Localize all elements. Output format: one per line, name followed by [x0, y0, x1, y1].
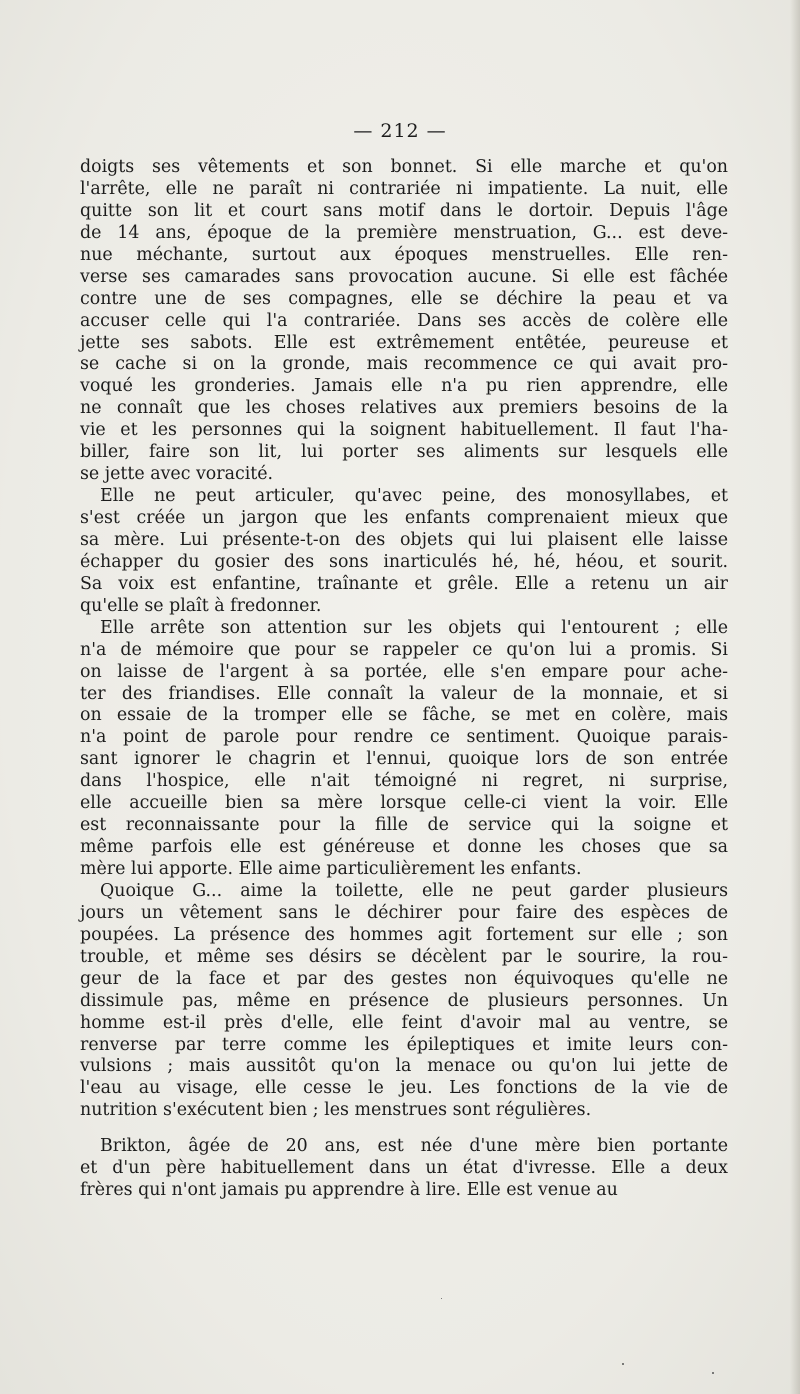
text-line: jours un vêtement sans le déchirer pour faire des espèces de: [80, 902, 728, 923]
text-line: n'a de mémoire que pour se rappeler ce qu'on lui a promis. Si: [80, 639, 728, 660]
paragraph: [80, 157, 728, 486]
text-line: l'eau au visage, elle cesse le jeu. Les fonctions de la vie de: [80, 1078, 728, 1099]
text-line: on laisse de l'argent à sa portée, elle s'en empare pour ache-: [80, 661, 728, 682]
text-line: sant ignorer le chagrin et l'ennui, quoique lors de son entrée: [80, 749, 728, 770]
paragraph: [80, 881, 728, 1122]
text-line: vulsions ; mais aussitôt qu'on la menace ou qu'on lui jette de: [80, 1056, 728, 1077]
text-line: accuser celle qui l'a contrariée. Dans ses accès de colère elle: [80, 310, 728, 331]
text-line: elle accueille bien sa mère lorsque celle-ci vient la voir. Elle: [80, 793, 728, 814]
paragraph: [80, 1136, 728, 1202]
paragraph-gap: [80, 1122, 728, 1136]
text-line: jette ses sabots. Elle est extrêmement entêtée, peureuse et: [80, 332, 728, 353]
text-line: verse ses camarades sans provocation aucune. Si elle est fâchée: [80, 266, 728, 287]
text-line: doigts ses vêtements et son bonnet. Si elle marche et qu'on: [80, 157, 728, 177]
body-text: [80, 157, 728, 1202]
text-line: dissimule pas, même en présence de plusieurs personnes. Un: [80, 990, 728, 1011]
text-line: Elle ne peut articuler, qu'avec peine, des monosyllabes, et: [100, 486, 728, 507]
paragraph: [80, 486, 728, 618]
text-line: vie et les personnes qui la soignent habituellement. Il faut l'ha-: [80, 420, 728, 441]
text-line: ter des friandises. Elle connaît la valeur de la monnaie, et si: [80, 683, 728, 704]
text-line: mère lui apporte. Elle aime particulièrement les enfants.: [80, 859, 582, 879]
text-line: est reconnaissante pour la fille de service qui la soigne et: [80, 815, 728, 836]
text-line: se jette avec voracité.: [80, 464, 274, 485]
text-line: sa mère. Lui présente-t-on des objets qui lui plaisent elle laisse: [80, 529, 728, 550]
text-line: se cache si on la gronde, mais recommence ce qui avait pro-: [80, 354, 728, 375]
text-line: quitte son lit et court sans motif dans le dortoir. Depuis l'âge: [80, 200, 728, 221]
text-line: voqué les gronderies. Jamais elle n'a pu rien apprendre, elle: [80, 376, 728, 397]
text-line: nutrition s'exécutent bien ; les menstrues sont régulières.: [80, 1100, 592, 1121]
text-line: dans l'hospice, elle n'ait témoigné ni regret, ni surprise,: [80, 771, 728, 792]
text-line: trouble, et même ses désirs se décèlent par le sourire, la rou-: [80, 946, 728, 967]
text-line: frères qui n'ont jamais pu apprendre à lire. Elle est venue au: [80, 1180, 618, 1201]
text-line: et d'un père habituellement dans un état d'ivresse. Elle a deux: [80, 1158, 728, 1179]
text-line: contre une de ses compagnes, elle se déchire la peau et va: [80, 288, 728, 309]
text-line: qu'elle se plaît à fredonner.: [80, 595, 322, 616]
text-line: biller, faire son lit, lui porter ses aliments sur lesquels elle: [80, 442, 728, 463]
text-line: on essaie de la tromper elle se fâche, se met en colère, mais: [80, 705, 728, 726]
text-line: geur de la face et par des gestes non équivoques qu'elle ne: [80, 968, 728, 989]
text-line: s'est créée un jargon que les enfants comprenaient mieux que: [80, 508, 728, 528]
text-line: renverse par terre comme les épileptiques et imite leurs con-: [80, 1034, 728, 1055]
text-line: de 14 ans, époque de la première menstruation, G... est deve-: [80, 222, 728, 243]
text-line: même parfois elle est généreuse et donne les choses que sa: [80, 837, 728, 858]
text-line: échapper du gosier des sons inarticulés hé, hé, héou, et sourit.: [80, 551, 728, 572]
text-line: l'arrête, elle ne paraît ni contrariée ni impatiente. La nuit, elle: [80, 178, 728, 199]
text-line: homme est-il près d'elle, elle feint d'avoir mal au ventre, se: [80, 1012, 728, 1033]
text-line: ne connaît que les choses relatives aux premiers besoins de la: [80, 398, 728, 419]
page-edge-shadow: [790, 0, 800, 1394]
text-line: n'a point de parole pour rendre ce sentiment. Quoique parais-: [80, 727, 728, 748]
text-line: poupées. La présence des hommes agit fortement sur elle ; son: [80, 924, 728, 945]
paragraph: [80, 618, 728, 881]
text-line: nue méchante, surtout aux époques menstruelles. Elle ren-: [80, 244, 728, 265]
page-number: — 212 —: [353, 120, 447, 142]
text-line: Sa voix est enfantine, traînante et grêle. Elle a retenu un air: [80, 573, 728, 594]
text-line: Quoique G... aime la toilette, elle ne peut garder plusieurs: [100, 880, 728, 901]
text-line: Brikton, âgée de 20 ans, est née d'une mère bien portante: [100, 1136, 728, 1157]
text-line: Elle arrête son attention sur les objets qui l'entourent ; elle: [100, 617, 728, 638]
